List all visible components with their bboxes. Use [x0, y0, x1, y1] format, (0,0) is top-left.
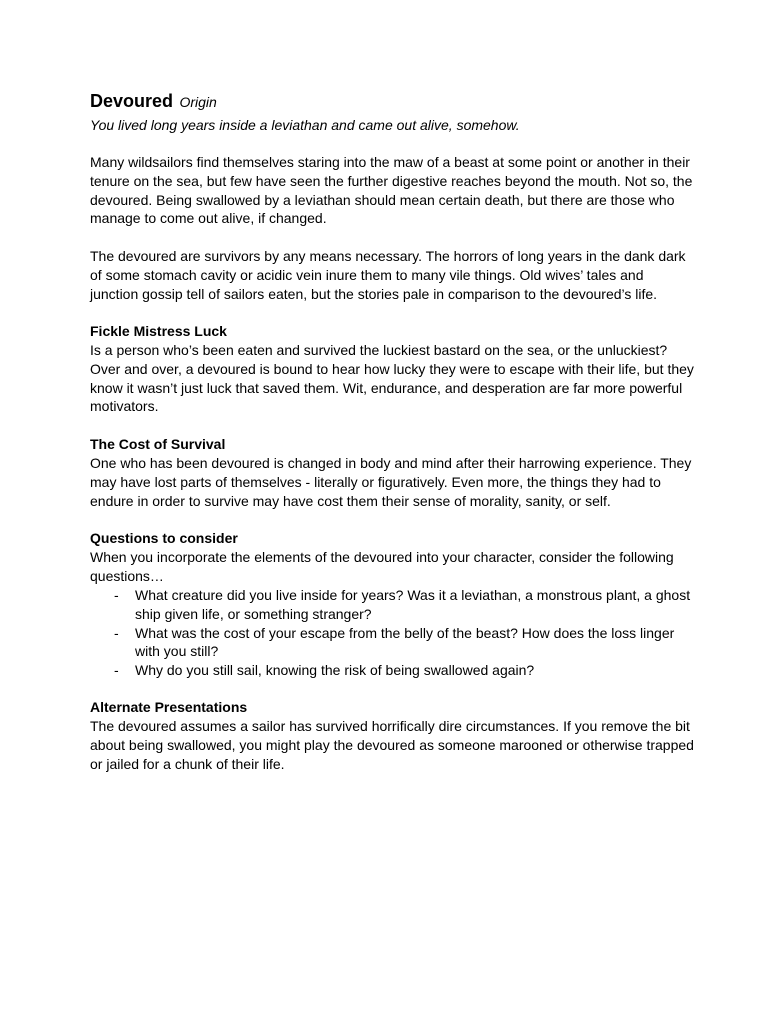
list-item [90, 586, 695, 624]
question-text: What creature did you live inside for years? Was it a leviathan, a monstrous plant, a ghost ship given life, or something stranger? [135, 587, 691, 622]
intro-paragraph-1: Many wildsailors find themselves staring into the maw of a beast at some point or another in their tenure on the sea, but few have seen the further digestive reaches beyond the mouth. Not so, the devoured. Being swallowed by a leviathan should mean certain death, but there are those who manage to come out alive, if changed. [90, 154, 693, 227]
bullet-dash: - [114, 587, 119, 603]
title-main: Devoured [90, 91, 174, 111]
bullet-dash: - [114, 662, 119, 679]
questions-intro: When you incorporate the elements of the devoured into your character, consider the following questions… [90, 549, 674, 584]
intro-paragraph-2: The devoured are survivors by any means necessary. The horrors of long years in the dank dark of some stomach cavity or acidic vein inure them to many vile things. Old wives’ tales and junction gossip tell of sailors eaten, but the stories pale in comparison to the devoured’s life. [90, 248, 686, 302]
tagline: You lived long years inside a leviathan and came out alive, somehow. [90, 117, 520, 133]
alternate-paragraph: The devoured assumes a sailor has survived horrifically dire circumstances. If you remove the bit about being swallowed, you might play the devoured as someone marooned or otherwise trapped or jailed for a chunk of their life. [90, 718, 694, 772]
cost-paragraph: One who has been devoured is changed in body and mind after their harrowing experience. They may have lost parts of themselves - literally or figuratively. Even more, the things they had to endure in order to survive may have cost them their sense of morality, sanity, or self. [90, 455, 692, 509]
page-title [90, 91, 695, 112]
title-subtitle: Origin [179, 94, 217, 110]
bullet-dash: - [114, 624, 119, 641]
list-item [90, 661, 695, 680]
heading-fickle-mistress-luck: Fickle Mistress Luck [90, 323, 227, 339]
questions-list-wrapper [90, 586, 695, 680]
heading-cost-of-survival: The Cost of Survival [90, 436, 226, 452]
questions-list [90, 586, 695, 680]
heading-questions-to-consider: Questions to consider [90, 530, 238, 546]
heading-alternate-presentations: Alternate Presentations [90, 699, 248, 715]
question-text: What was the cost of your escape from the belly of the beast? How does the loss linger with you still? [135, 624, 675, 660]
question-text: Why do you still sail, knowing the risk of being swallowed again? [135, 662, 535, 679]
list-item [90, 624, 695, 662]
luck-paragraph: Is a person who’s been eaten and survived the luckiest bastard on the sea, or the unluckiest? Over and over, a devoured is bound to hear how lucky they were to escape with their life, but they know it wasn’t just luck that saved them. Wit, endurance, and desperation are far more powerful motivators. [90, 342, 694, 415]
